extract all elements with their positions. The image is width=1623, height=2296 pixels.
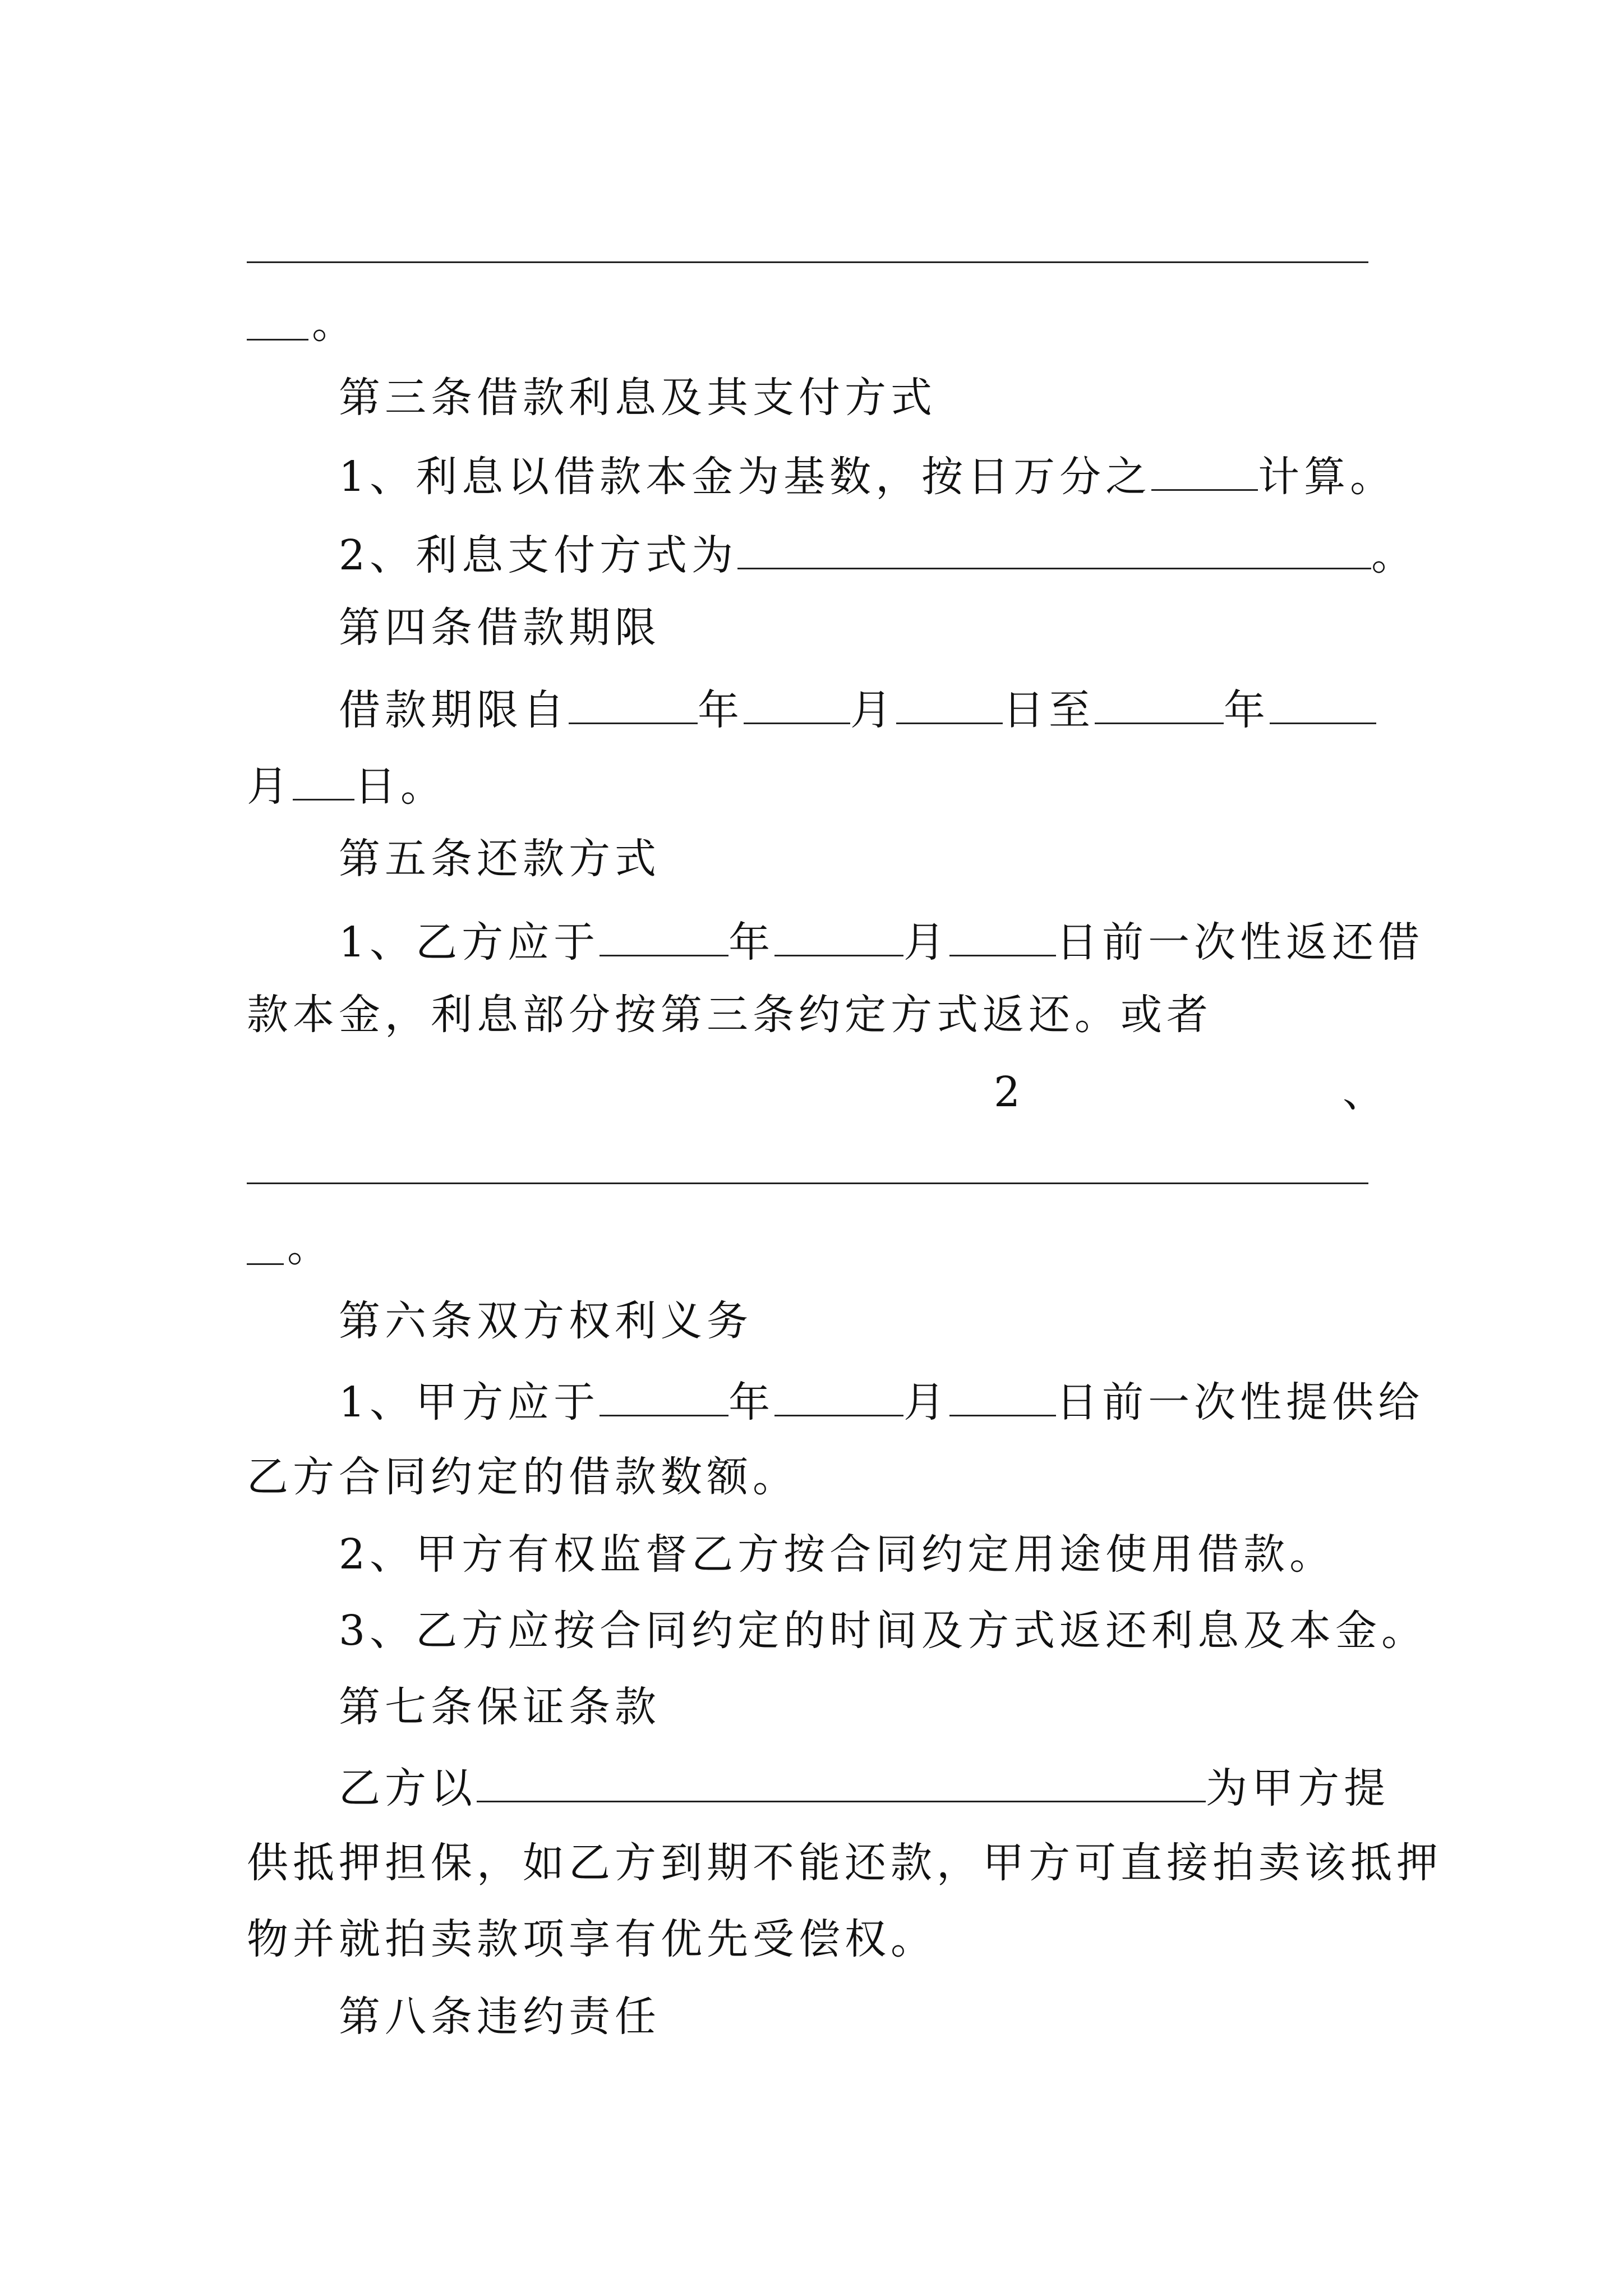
text: 月 <box>903 1378 950 1427</box>
text: 年 <box>728 918 775 967</box>
blank-line-rule <box>247 339 308 341</box>
heading-text: 第三条借款利息及其支付方式 <box>339 374 937 422</box>
text: 月 <box>850 686 896 734</box>
fill-blank[interactable] <box>293 762 354 800</box>
clause-6-1 <box>339 1378 1424 1427</box>
section-heading-4 <box>339 604 661 652</box>
clause-3-1 <box>339 452 1396 501</box>
heading-text: 第八条违约责任 <box>339 1993 661 2041</box>
clause-4-period <box>339 685 1376 734</box>
text: 年 <box>728 1378 775 1427</box>
clause-7-cont2 <box>247 1915 937 1963</box>
fill-blank[interactable] <box>1151 452 1258 491</box>
clause-6-3 <box>339 1607 1428 1655</box>
clause-6-1-cont <box>247 1453 799 1501</box>
text: 1、甲方应于 <box>339 1378 600 1427</box>
text: 1、利息以借款本金为基数，按日万分之 <box>339 453 1152 501</box>
fill-blank[interactable] <box>569 685 698 724</box>
clause-7 <box>339 1764 1390 1812</box>
text: 月 <box>903 918 950 967</box>
clause-7-cont <box>247 1839 1442 1887</box>
heading-text: 第四条借款期限 <box>339 604 661 652</box>
text: 2 <box>994 1068 1025 1116</box>
fill-blank[interactable] <box>1270 685 1376 724</box>
blank-line-rule <box>247 1263 284 1265</box>
text: 日至 <box>1003 686 1095 734</box>
text: 。 <box>287 1223 333 1271</box>
fill-blank[interactable] <box>600 918 728 956</box>
section-heading-8 <box>339 1993 661 2041</box>
fill-blank[interactable] <box>949 1378 1056 1416</box>
clause-5-2-number <box>994 1068 1025 1116</box>
text: 日。 <box>354 762 446 811</box>
text: 乙方以 <box>339 1764 477 1812</box>
text: 1、乙方应于 <box>339 918 600 967</box>
heading-text: 第六条双方权利义务 <box>339 1297 753 1345</box>
blank-line-rule <box>247 1182 1368 1184</box>
section-heading-5 <box>339 835 661 883</box>
clause-3-2 <box>339 531 1418 579</box>
fill-blank[interactable] <box>600 1378 728 1416</box>
text: 2、利息支付方式为 <box>339 531 738 579</box>
text: 款本金，利息部分按第三条约定方式返还。或者 <box>247 991 1212 1039</box>
text: 年 <box>1224 686 1270 734</box>
clause-6-2 <box>339 1530 1336 1579</box>
clause-5-2-mark <box>1343 1068 1389 1116</box>
fill-blank[interactable] <box>477 1764 1206 1802</box>
text: 供抵押担保，如乙方到期不能还款，甲方可直接拍卖该抵押 <box>247 1839 1442 1887</box>
text: 2、甲方有权监督乙方按合同约定用途使用借款。 <box>339 1530 1336 1579</box>
text: 日前一次性返还借 <box>1056 918 1424 967</box>
fill-blank[interactable] <box>737 531 1371 569</box>
text: 物并就拍卖款项享有优先受偿权。 <box>247 1915 937 1963</box>
heading-text: 第七条保证条款 <box>339 1683 661 1731</box>
fill-blank[interactable] <box>774 1378 903 1416</box>
text: 乙方合同约定的借款数额。 <box>247 1453 799 1501</box>
text: 。 <box>1371 531 1418 579</box>
section-heading-3 <box>339 374 937 422</box>
fill-blank[interactable] <box>1095 685 1224 724</box>
fill-blank[interactable] <box>949 918 1056 956</box>
clause-5-1 <box>339 918 1424 967</box>
text: 年 <box>698 686 744 734</box>
fill-blank[interactable] <box>774 918 903 956</box>
paragraph-end <box>312 300 358 348</box>
text: 。 <box>312 300 358 348</box>
fill-blank[interactable] <box>744 685 850 724</box>
fill-blank[interactable] <box>896 685 1003 724</box>
clause-5-1-cont <box>247 991 1212 1039</box>
text: 、 <box>1343 1068 1389 1116</box>
heading-text: 第五条还款方式 <box>339 835 661 883</box>
text: 日前一次性提供给 <box>1056 1378 1424 1427</box>
text: 计算。 <box>1258 453 1396 501</box>
text: 为甲方提 <box>1206 1764 1390 1812</box>
text: 3、乙方应按合同约定的时间及方式返还利息及本金。 <box>339 1607 1428 1655</box>
section-heading-7 <box>339 1683 661 1731</box>
text: 借款期限自 <box>339 686 569 734</box>
text: 月 <box>247 762 293 811</box>
blank-line-rule <box>247 261 1368 263</box>
paragraph-end <box>287 1223 333 1271</box>
section-heading-6 <box>339 1297 753 1345</box>
clause-4-period-cont <box>247 762 446 811</box>
